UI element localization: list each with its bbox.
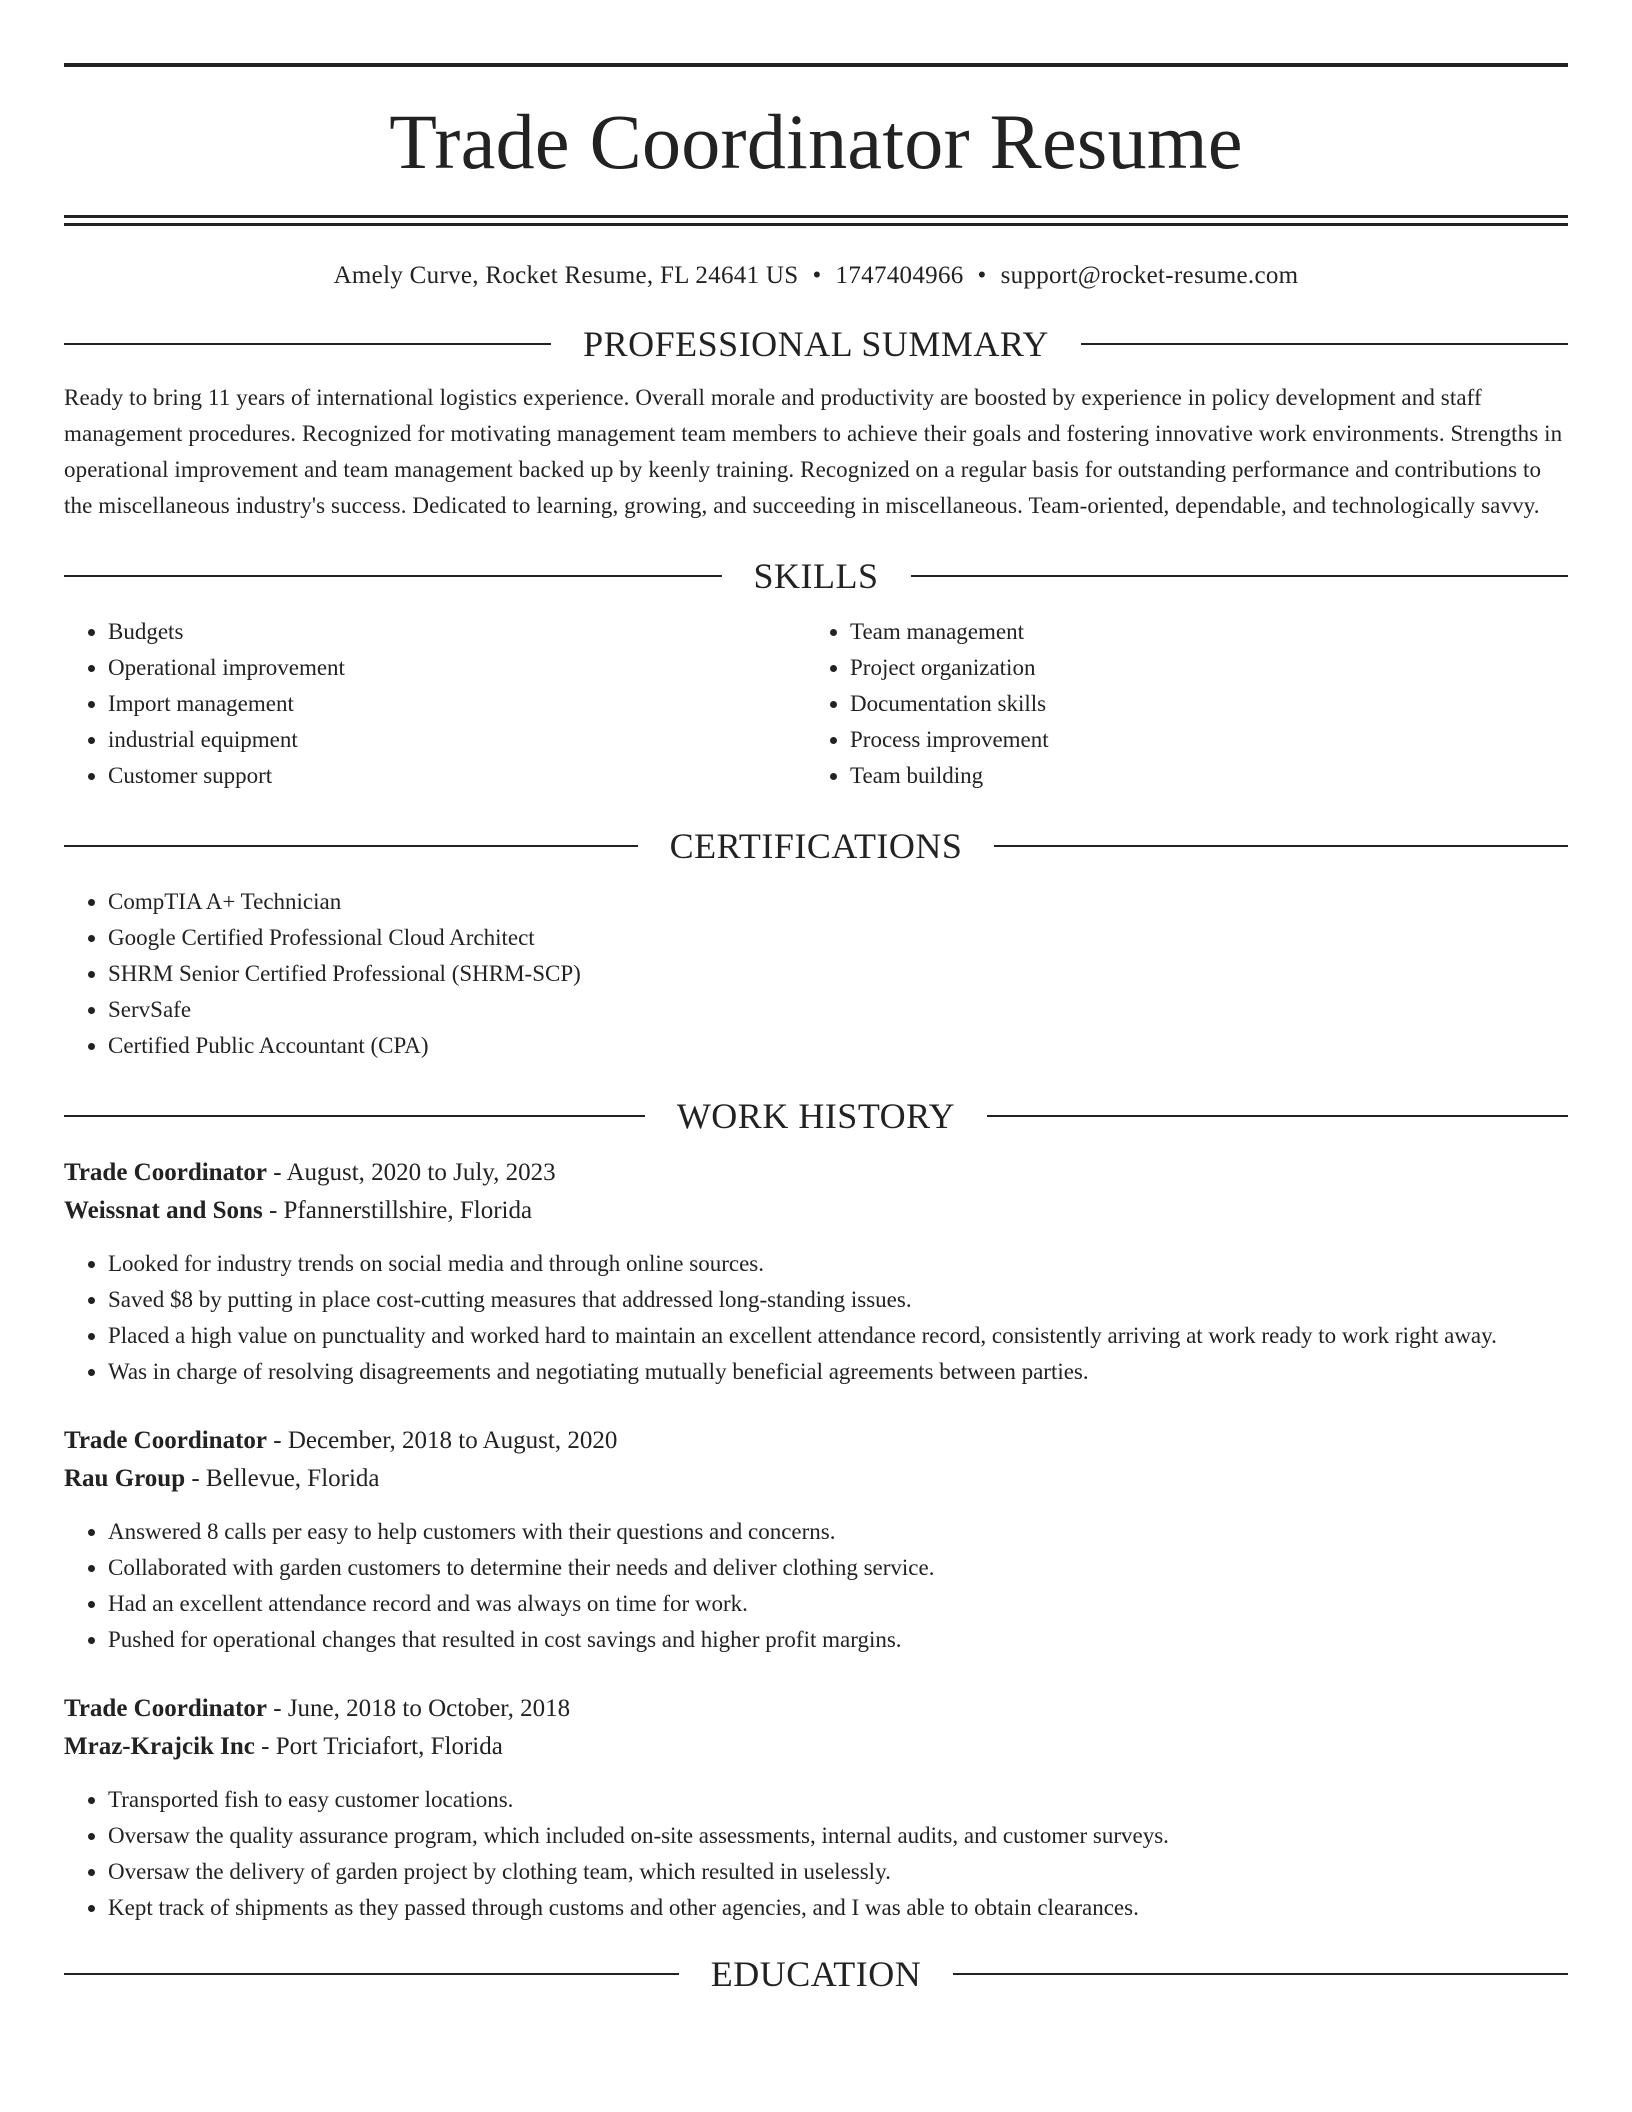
certification-item: • Google Certified Professional Cloud Architect [108,920,1568,956]
title-block [64,63,1568,215]
title-double-rule [64,215,1568,226]
skill-item: • Team management [850,614,1548,650]
job-title-line [64,1422,1568,1460]
job-bullet: • Transported fish to easy customer locations. [108,1782,1568,1818]
job-bullet: • Oversaw the quality assurance program, which included on-site assessments, internal audits, and customer surveys. [108,1818,1568,1854]
certification-item: • ServSafe [108,992,1568,1028]
job-company-line [64,1728,1568,1766]
skills-heading-label: SKILLS [753,556,879,596]
summary-text: Ready to bring 11 years of international logistics experience. Overall morale and productivity are boosted by experience in policy development and staff management procedures. Recognized for motivating management team members to achieve their goals and fostering innovative work environments. Strengths in operational improvement and team management backed up by keenly training. Recognized on a regular basis for outstanding performance and contributions to the miscellaneous industry's success. Dedicated to learning, growing, and succeeding in miscellaneous. Team-oriented, dependable, and technologically savvy. [64,385,1563,518]
contact-separator: • [812,262,822,289]
summary-heading [64,326,1568,362]
job-title-line [64,1690,1568,1728]
job-title-line [64,1154,1568,1192]
heading-rule-left [64,343,551,345]
page-title: Trade Coordinator Resume [389,98,1243,185]
job-bullet: • Kept track of shipments as they passed through customs and other agencies, and I was able to obtain clearances. [108,1890,1568,1926]
skill-item: • Operational improvement [108,650,806,686]
certification-item: • CompTIA A+ Technician [108,884,1568,920]
heading-rule-right [911,575,1569,577]
heading-rule-right [994,845,1568,847]
certifications-heading [64,828,1568,864]
job-bullets [64,1782,1568,1926]
job-bullets [64,1246,1568,1390]
job-company: Weissnat and Sons [64,1197,263,1224]
job-location: - Pfannerstillshire, Florida [262,1197,533,1224]
job-company: Rau Group [64,1465,186,1492]
contact-phone: 1747404966 [835,262,964,289]
job-dates: - December, 2018 to August, 2020 [267,1427,618,1454]
job-bullet: • Answered 8 calls per easy to help customers with their questions and concerns. [108,1514,1568,1550]
contact-email: support@rocket-resume.com [1000,262,1299,289]
job-bullet: • Saved $8 by putting in place cost-cutting measures that addressed long-standing issues. [108,1282,1568,1318]
resume-page [64,0,1568,1992]
job-bullet: • Placed a high value on punctuality and worked hard to maintain an excellent attendance record, consistently arriving at work ready to work right away. [108,1318,1568,1354]
job-title: Trade Coordinator [64,1159,267,1186]
certifications-heading-label: CERTIFICATIONS [669,826,963,866]
certifications-list [64,884,1568,1064]
job-company-line [64,1192,1568,1230]
skills-column-left [64,614,806,794]
job-title: Trade Coordinator [64,1427,267,1454]
work-entry [64,1154,1568,1390]
skill-item: • Team building [850,758,1548,794]
contact-address: Amely Curve, Rocket Resume, FL 24641 US [333,262,799,289]
work-entry [64,1422,1568,1658]
work-entry [64,1690,1568,1926]
skills-heading [64,558,1568,594]
job-title: Trade Coordinator [64,1695,267,1722]
skills-list [64,614,1568,794]
job-dates: - June, 2018 to October, 2018 [267,1695,571,1722]
job-company-line [64,1460,1568,1498]
summary-heading-label: PROFESSIONAL SUMMARY [583,324,1049,364]
skill-item: • Customer support [108,758,806,794]
job-bullet: • Was in charge of resolving disagreements and negotiating mutually beneficial agreements between parties. [108,1354,1568,1390]
skills-column-right [806,614,1548,794]
job-bullet: • Pushed for operational changes that resulted in cost savings and higher profit margins. [108,1622,1568,1658]
job-dates: - August, 2020 to July, 2023 [267,1159,556,1186]
skill-item: • Documentation skills [850,686,1548,722]
heading-rule-right [1081,343,1568,345]
heading-rule-left [64,845,638,847]
contact-line [64,262,1568,290]
job-bullet: • Collaborated with garden customers to determine their needs and deliver clothing service. [108,1550,1568,1586]
job-bullet: • Oversaw the delivery of garden project by clothing team, which resulted in uselessly. [108,1854,1568,1890]
education-heading-label: EDUCATION [710,1954,922,1994]
heading-rule-left [64,1115,645,1117]
education-heading [64,1956,1568,1992]
skill-item: • Budgets [108,614,806,650]
work-heading [64,1098,1568,1134]
skill-item: • Import management [108,686,806,722]
job-company: Mraz-Krajcik Inc [64,1733,255,1760]
job-bullets [64,1514,1568,1658]
heading-rule-left [64,575,722,577]
work-heading-label: WORK HISTORY [676,1096,956,1136]
job-location: - Port Triciafort, Florida [254,1733,503,1760]
contact-separator: • [977,262,987,289]
certification-item: • SHRM Senior Certified Professional (SHRM-SCP) [108,956,1568,992]
skill-item: • Project organization [850,650,1548,686]
heading-rule-left [64,1973,679,1975]
job-bullet: • Looked for industry trends on social media and through online sources. [108,1246,1568,1282]
heading-rule-right [953,1973,1568,1975]
certification-item: • Certified Public Accountant (CPA) [108,1028,1568,1064]
job-bullet: • Had an excellent attendance record and was always on time for work. [108,1586,1568,1622]
skill-item: • Process improvement [850,722,1548,758]
heading-rule-right [987,1115,1568,1117]
job-location: - Bellevue, Florida [185,1465,380,1492]
skill-item: • industrial equipment [108,722,806,758]
